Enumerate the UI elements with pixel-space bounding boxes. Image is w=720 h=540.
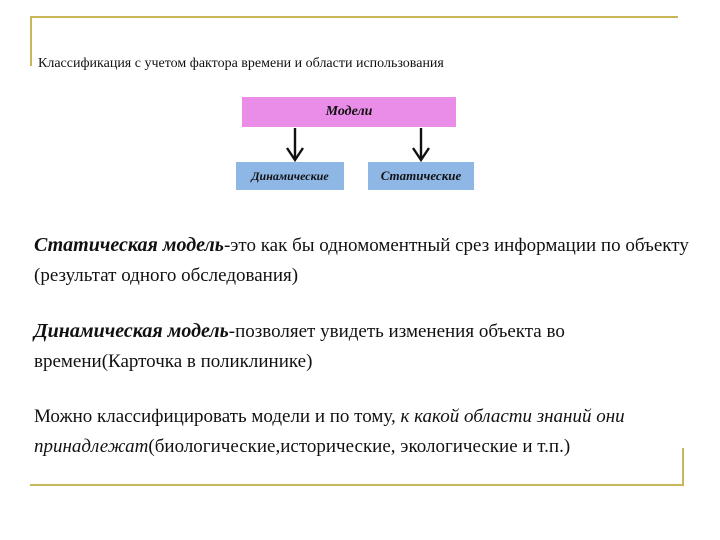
frame-line-top [30,16,678,18]
text-dynamic-model: -позволяет увидеть изменения объекта во времени(Карточка в поликлинике) [34,321,565,372]
diagram-child-static-box: Статические [368,162,474,190]
paragraph-dynamic-model [34,316,694,377]
arrow-head-to-dynamic [287,148,303,160]
paragraph-classification [34,402,694,462]
paragraph-static-model [34,230,694,291]
text-classification-1: Можно классифицировать модели и по тому, [34,406,396,427]
text-static-model: -это как бы одномоментный срез информации по объекту (результат одного обследования) [34,235,689,286]
diagram-child-dynamic-box: Динамические [236,162,344,190]
frame-line-left [30,16,32,66]
slide-title: Классификация с учетом фактора времени и области использования [38,56,444,71]
arrow-head-to-static [413,148,429,160]
diagram-root-box: Модели [242,97,456,127]
text-classification-2: (биологические,исторические, экологические и т.п.) [148,436,571,457]
text-classification-italic: к какой области знаний они принадлежат [34,406,625,457]
term-static-model: Статическая модель [34,234,224,256]
frame-line-bottom [30,484,684,486]
term-dynamic-model: Динамическая модель [34,320,229,342]
